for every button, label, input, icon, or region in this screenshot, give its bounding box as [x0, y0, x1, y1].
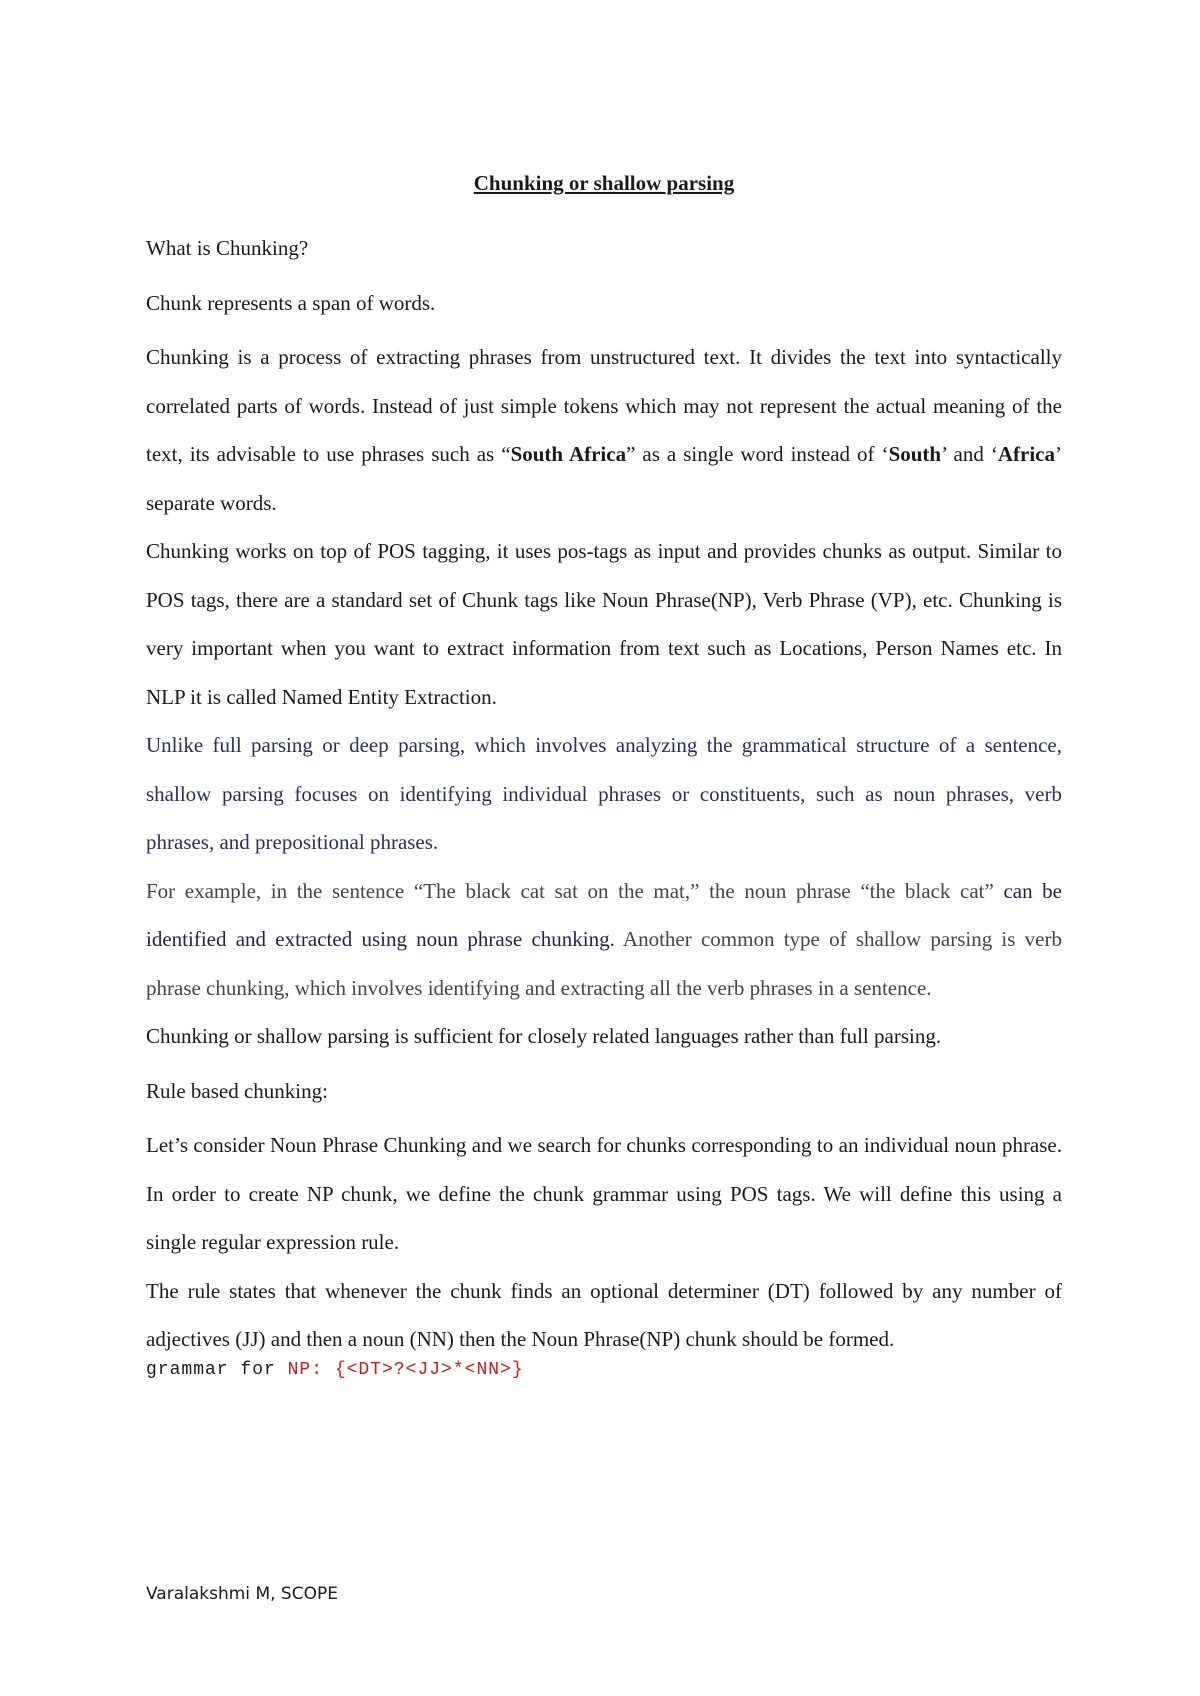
page-title: Chunking or shallow parsing: [473, 171, 735, 195]
text-run: ’ separate words.: [146, 442, 1062, 515]
page-footer: Varalakshmi M, SCOPE: [146, 1584, 338, 1604]
text-run: can be identified and extracted using noun phrase chunking.: [146, 878, 1063, 951]
paragraph-chunk-definition: Chunk represents a span of words.: [146, 290, 436, 315]
bold-term-south: South: [888, 442, 942, 466]
code-rule: NP: {<DT>?<JJ>*<NN>}: [287, 1359, 524, 1380]
text-run: For example, in the sentence “The black cat sat on the mat,” the noun phrase “the black cat”: [146, 878, 994, 903]
paragraph-chunking-process: [146, 333, 1062, 527]
document-page: [146, 168, 1062, 1382]
paragraph-np-chunking: Let’s consider Noun Phrase Chunking and we search for chunks corresponding to an individual noun phrase. In order to create NP chunk, we define the chunk grammar using POS tags. We will define this using a single regular expression rule.: [146, 1133, 1062, 1254]
paragraph-closely-related-languages: Chunking or shallow parsing is sufficient for closely related languages rather than full parsing.: [146, 1024, 942, 1048]
code-prefix: grammar for: [146, 1359, 288, 1380]
text-run: ’ and ‘: [941, 442, 998, 466]
text-run: Another common type of shallow parsing is verb phrase chunking, which involves identifying and extracting all the verb phrases in a sentence.: [146, 927, 1062, 1000]
bold-term-africa: Africa: [997, 442, 1055, 466]
paragraph-shallow-vs-deep: Unlike full parsing or deep parsing, which involves analyzing the grammatical structure of a sentence, shallow parsing focuses on identifying individual phrases or constituents, such as noun phrases, verb phrases, and prepositional phrases.: [146, 733, 1062, 854]
paragraph-pos-tagging: Chunking works on top of POS tagging, it uses pos-tags as input and provides chunks as output. Similar to POS tags, there are a standard set of Chunk tags like Noun Phrase(NP), Verb Phrase (VP), etc. Chunking is very important when you want to extract information from text such as Locations, Person Names etc. In NLP it is called Named Entity Extraction.: [146, 539, 1062, 709]
text-run: Chunking is a process of extracting phrases from unstructured text. It divides the text into syntactically correlated parts of words. Instead of just simple tokens which may not represent the actual meaning of the text, its advisable to use phrases such as “: [146, 345, 1062, 466]
question-heading: What is Chunking?: [146, 236, 309, 260]
paragraph-example: [146, 867, 1062, 1013]
subheading-rule-based-chunking: Rule based chunking:: [146, 1078, 328, 1103]
bold-term-south-africa: South Africa: [510, 442, 627, 466]
text-run: ” as a single word instead of ‘: [626, 442, 889, 466]
paragraph-rule-statement: The rule states that whenever the chunk finds an optional determiner (DT) followed by any number of adjectives (JJ) and then a noun (NN) then the Noun Phrase(NP) chunk should be formed.: [146, 1278, 1062, 1351]
